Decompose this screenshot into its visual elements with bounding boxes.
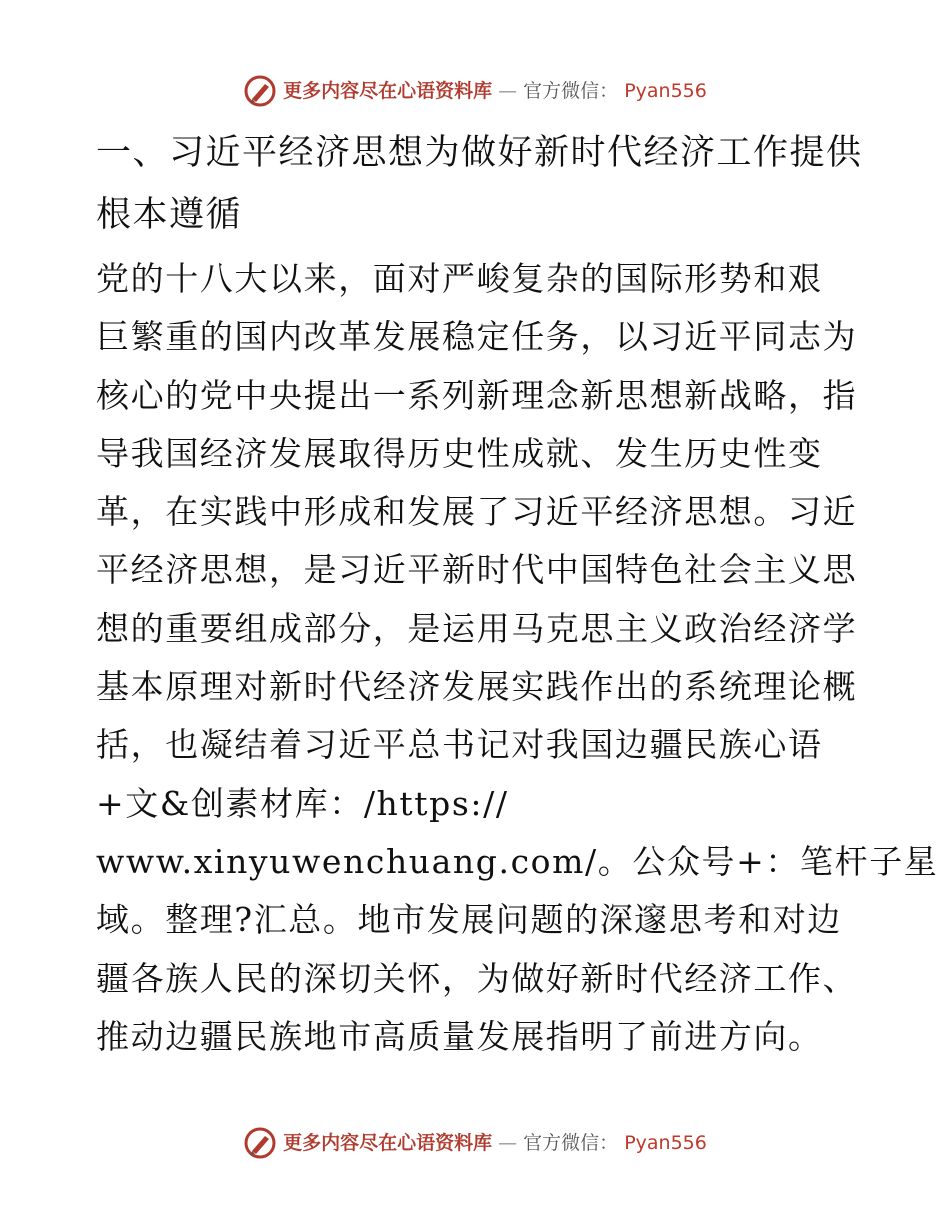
body-line: 疆各族人民的深切关怀，为做好新时代经济工作、: [96, 958, 858, 998]
watermark-brand: 更多内容尽在心语资料库: [283, 80, 493, 102]
footer-watermark: [0, 1126, 950, 1160]
header-watermark: [0, 74, 950, 108]
pen-logo-icon: [243, 74, 277, 108]
body-line: 导我国经济发展取得历史性成就、发生历史性变: [96, 433, 823, 473]
body-line: 核心的党中央提出一系列新理念新思想新战略，指: [96, 375, 858, 415]
body-line: +文&创素材库：/https://: [96, 783, 509, 823]
body-line: 基本原理对新时代经济发展实践作出的系统理论概: [96, 667, 858, 707]
watermark-wechat-id: Pyan556: [624, 1132, 707, 1154]
body-line: 括，也凝结着习近平总书记对我国边疆民族心语: [96, 725, 823, 765]
body-line: 域。整理?汇总。地市发展问题的深邃思考和对边: [96, 900, 842, 940]
heading-line: 根本遵循: [96, 195, 243, 235]
body-paragraph: [96, 250, 939, 1066]
watermark-brand: 更多内容尽在心语资料库: [283, 1132, 493, 1154]
body-line: 平经济思想，是习近平新时代中国特色社会主义思: [96, 550, 858, 590]
body-line: 巨繁重的国内改革发展稳定任务，以习近平同志为: [96, 317, 858, 357]
watermark-separator: —: [498, 1132, 518, 1154]
body-line: 想的重要组成部分，是运用马克思主义政治经济学: [96, 608, 858, 648]
heading-line: 一、习近平经济思想为做好新时代经济工作提供: [96, 133, 863, 173]
body-line: 革，在实践中形成和发展了习近平经济思想。习近: [96, 492, 858, 532]
body-line: www.xinyuwenchuang.com/。公众号+：笔杆子星: [96, 841, 939, 881]
watermark-wechat-label: 官方微信：: [523, 1132, 619, 1154]
watermark-separator: —: [498, 80, 518, 102]
body-line: 推动边疆民族地市高质量发展指明了前进方向。: [96, 1016, 823, 1056]
section-heading: [96, 122, 886, 246]
pen-logo-icon: [243, 1126, 277, 1160]
watermark-wechat-label: 官方微信：: [523, 80, 619, 102]
body-line: 党的十八大以来，面对严峻复杂的国际形势和艰: [96, 259, 823, 298]
watermark-wechat-id: Pyan556: [624, 80, 707, 102]
